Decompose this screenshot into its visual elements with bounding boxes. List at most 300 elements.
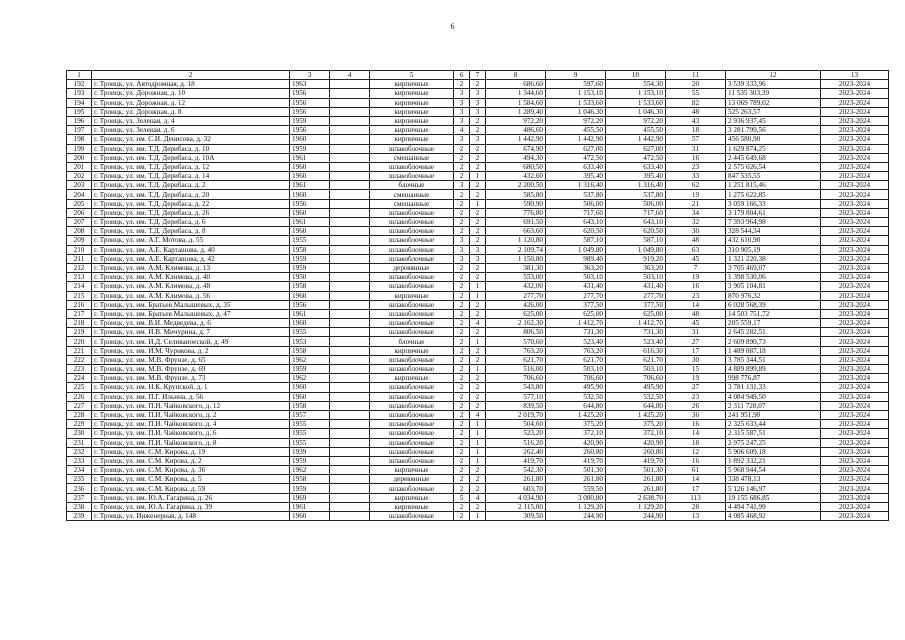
residential-area-cell: 972,20 [546,116,606,125]
table-row [67,429,889,438]
table-row [67,420,889,429]
residential-area-cell: 455,50 [546,126,606,135]
private-area-cell: 627,00 [606,144,666,153]
table-row [67,502,889,511]
private-area-cell: 643,10 [606,218,666,227]
year-built-cell: 1956 [290,98,330,107]
year-commissioned-cell [330,420,370,429]
floors-cell: 2 [454,466,470,475]
wall-material-cell: кирпичные [370,107,454,116]
total-area-cell: 570,60 [486,337,546,346]
floors-cell: 2 [454,410,470,419]
repair-period-cell: 2023-2024 [821,254,889,263]
year-commissioned-cell [330,374,370,383]
floors-cell: 2 [454,144,470,153]
floors-cell: 3 [454,116,470,125]
wall-material-cell: шлакоблочные [370,328,454,337]
wall-material-cell: блочные [370,181,454,190]
total-area-cell: 806,50 [486,328,546,337]
row-number-cell: 234 [67,466,92,475]
row-number-cell: 236 [67,484,92,493]
table-row [67,144,889,153]
repair-cost-cell: 2 645 282,51 [726,328,821,337]
total-area-cell: 553,00 [486,273,546,282]
floors-cell: 2 [454,392,470,401]
private-area-cell: 532,50 [606,392,666,401]
year-built-cell: 1960 [290,319,330,328]
wall-material-cell: шлакоблочные [370,144,454,153]
repair-cost-cell: 847 535,55 [726,172,821,181]
row-number-cell: 229 [67,420,92,429]
entrances-cell: 2 [470,401,486,410]
table-row [67,199,889,208]
total-area-cell: 516,20 [486,438,546,447]
year-commissioned-cell [330,135,370,144]
row-number-cell: 216 [67,300,92,309]
private-area-cell: 1 046,30 [606,107,666,116]
address-cell: г. Троицк, ул. Автодромная, д. 18 [92,80,290,89]
private-area-cell: 1 153,10 [606,89,666,98]
year-built-cell: 1960 [290,392,330,401]
row-number-cell: 223 [67,365,92,374]
total-area-cell: 1 344,60 [486,89,546,98]
repair-period-cell: 2023-2024 [821,410,889,419]
floors-cell: 2 [454,263,470,272]
table-row [67,98,889,107]
floors-cell: 5 [454,493,470,502]
entrances-cell: 3 [470,107,486,116]
repair-cost-cell: 6 028 568,39 [726,300,821,309]
total-area-cell: 577,10 [486,392,546,401]
address-cell: г. Троицк, ул. им. Т.Д. Дерибаса, д. 20 [92,190,290,199]
residential-area-cell: 731,30 [546,328,606,337]
residential-area-cell: 506,00 [546,199,606,208]
address-cell: г. Троицк, ул. им. С.М. Кирова, д. 2 [92,456,290,465]
entrances-cell: 2 [470,208,486,217]
address-cell: г. Троицк, ул. им. В.И. Медведева, д. 6 [92,319,290,328]
floors-cell: 2 [454,80,470,89]
wall-material-cell: шлакоблочные [370,162,454,171]
repair-period-cell: 2023-2024 [821,383,889,392]
row-number-cell: 219 [67,328,92,337]
entrances-cell: 1 [470,512,486,521]
column-header: 6 [454,71,470,80]
row-number-cell: 217 [67,309,92,318]
residents-cell: 7 [666,263,726,272]
entrances-cell: 2 [470,484,486,493]
year-commissioned-cell [330,98,370,107]
year-commissioned-cell [330,355,370,364]
entrances-cell: 2 [470,227,486,236]
year-commissioned-cell [330,190,370,199]
repair-cost-cell: 338 478,13 [726,475,821,484]
table-row [67,291,889,300]
wall-material-cell: шлакоблочные [370,383,454,392]
total-area-cell: 516,00 [486,365,546,374]
wall-material-cell: шлакоблочные [370,392,454,401]
residents-cell: 62 [666,181,726,190]
repair-period-cell: 2023-2024 [821,466,889,475]
table-body [67,71,889,521]
floors-cell: 3 [454,135,470,144]
floors-cell: 2 [454,190,470,199]
total-area-cell: 309,50 [486,512,546,521]
wall-material-cell: шлакоблочные [370,484,454,493]
private-area-cell: 633,40 [606,162,666,171]
floors-cell: 2 [454,365,470,374]
repair-period-cell: 2023-2024 [821,236,889,245]
year-commissioned-cell [330,309,370,318]
private-area-cell: 495,90 [606,383,666,392]
total-area-cell: 523,20 [486,429,546,438]
repair-period-cell: 2023-2024 [821,172,889,181]
private-area-cell: 537,80 [606,190,666,199]
residents-cell: 45 [666,254,726,263]
total-area-cell: 706,60 [486,374,546,383]
total-area-cell: 763,20 [486,346,546,355]
floors-cell: 3 [454,98,470,107]
address-cell: г. Троицк, ул. им. С.М. Кирова, д. 5 [92,475,290,484]
wall-material-cell: кирпичные [370,116,454,125]
address-cell: г. Троицк, ул. Дорожная, д. 10 [92,89,290,98]
residents-cell: 48 [666,236,726,245]
wall-material-cell: шлакоблочные [370,355,454,364]
total-area-cell: 1 120,80 [486,236,546,245]
address-cell: г. Троицк, ул. им. П.И. Чайковского, д. 6 [92,429,290,438]
address-cell: г. Троицк, ул. им. А.М. Климова, д. 13 [92,263,290,272]
residents-cell: 48 [666,107,726,116]
repair-cost-cell: 5 968 944,54 [726,466,821,475]
repair-period-cell: 2023-2024 [821,401,889,410]
repair-period-cell: 2023-2024 [821,208,889,217]
row-number-cell: 201 [67,162,92,171]
table-row [67,273,889,282]
table-row [67,447,889,456]
entrances-cell: 2 [470,309,486,318]
table-row [67,181,889,190]
private-area-cell: 261,80 [606,475,666,484]
floors-cell: 4 [454,126,470,135]
year-commissioned-cell [330,291,370,300]
address-cell: г. Троицк, ул. им. Т.Д. Дерибаса, д. 14 [92,172,290,181]
address-cell: г. Троицк, ул. им. Т.Д. Дерибаса, д. 10А [92,153,290,162]
entrances-cell: 1 [470,282,486,291]
table-row [67,227,889,236]
table-row [67,512,889,521]
column-header: 11 [666,71,726,80]
year-commissioned-cell [330,282,370,291]
repair-period-cell: 2023-2024 [821,300,889,309]
entrances-cell: 2 [470,300,486,309]
repair-period-cell: 2023-2024 [821,374,889,383]
residents-cell: 27 [666,337,726,346]
year-built-cell: 1960 [290,162,330,171]
address-cell: г. Троицк, ул. им. Н.К. Крупской, д. 1 [92,383,290,392]
row-number-cell: 214 [67,282,92,291]
entrances-cell: 2 [470,466,486,475]
row-number-cell: 218 [67,319,92,328]
residential-area-cell: 1 533,60 [546,98,606,107]
entrances-cell: 3 [470,245,486,254]
year-built-cell: 1960 [290,172,330,181]
total-area-cell: 1 289,40 [486,107,546,116]
year-built-cell: 1955 [290,328,330,337]
private-area-cell: 431,40 [606,282,666,291]
row-number-cell: 222 [67,355,92,364]
table-row [67,466,889,475]
address-cell: г. Троицк, ул. им. С.М. Кирова, д. 36 [92,466,290,475]
repair-cost-cell: 13 069 789,02 [726,98,821,107]
total-area-cell: 972,20 [486,116,546,125]
residential-area-cell: 3 080,80 [546,493,606,502]
year-commissioned-cell [330,236,370,245]
table-row [67,365,889,374]
entrances-cell: 2 [470,392,486,401]
residents-cell: 16 [666,153,726,162]
row-number-cell: 226 [67,392,92,401]
repair-cost-cell: 205 559,17 [726,319,821,328]
table-row [67,355,889,364]
residential-area-cell: 625,00 [546,309,606,318]
residential-area-cell: 375,20 [546,420,606,429]
floors-cell: 2 [454,484,470,493]
repair-period-cell: 2023-2024 [821,190,889,199]
repair-period-cell: 2023-2024 [821,218,889,227]
year-commissioned-cell [330,80,370,89]
year-commissioned-cell [330,429,370,438]
repair-period-cell: 2023-2024 [821,273,889,282]
row-number-cell: 235 [67,475,92,484]
residents-cell: 13 [666,512,726,521]
address-cell: г. Троицк, ул. им. Т.Д. Дерибаса, д. 22 [92,199,290,208]
floors-cell: 2 [454,309,470,318]
total-area-cell: 381,30 [486,263,546,272]
entrances-cell: 4 [470,319,486,328]
total-area-cell: 2 115,00 [486,502,546,511]
floors-cell: 2 [454,282,470,291]
repair-period-cell: 2023-2024 [821,162,889,171]
table-row [67,245,889,254]
entrances-cell: 2 [470,263,486,272]
total-area-cell: 1 442,90 [486,135,546,144]
wall-material-cell: шлакоблочные [370,227,454,236]
address-cell: г. Троицк, ул. им. И.М. Чурикова, д. 2 [92,346,290,355]
repair-cost-cell: 998 776,87 [726,374,821,383]
column-header: 5 [370,71,454,80]
floors-cell: 2 [454,153,470,162]
repair-period-cell: 2023-2024 [821,420,889,429]
repair-cost-cell: 19 155 686,85 [726,493,821,502]
address-cell: г. Троицк, ул. им. А.Г. Мотова, д. 55 [92,236,290,245]
private-area-cell: 717,60 [606,208,666,217]
address-cell: г. Троицк, ул. им. Ю.А. Гагарина, д. 26 [92,493,290,502]
total-area-cell: 691,50 [486,218,546,227]
year-commissioned-cell [330,300,370,309]
residential-area-cell: 1 412,70 [546,319,606,328]
entrances-cell: 2 [470,190,486,199]
residents-cell: 14 [666,429,726,438]
wall-material-cell: шлакоблочные [370,236,454,245]
residential-area-cell: 523,40 [546,337,606,346]
entrances-cell: 4 [470,493,486,502]
private-area-cell: 587,10 [606,236,666,245]
repair-period-cell: 2023-2024 [821,116,889,125]
year-commissioned-cell [330,484,370,493]
private-area-cell: 1 425,20 [606,410,666,419]
private-area-cell: 244,90 [606,512,666,521]
row-number-cell: 209 [67,236,92,245]
residents-cell: 28 [666,502,726,511]
floors-cell: 2 [454,447,470,456]
table-row [67,172,889,181]
year-commissioned-cell [330,493,370,502]
table-row [67,475,889,484]
year-built-cell: 1956 [290,126,330,135]
repair-period-cell: 2023-2024 [821,328,889,337]
row-number-cell: 224 [67,374,92,383]
row-number-cell: 210 [67,245,92,254]
year-commissioned-cell [330,328,370,337]
residential-area-cell: 643,10 [546,218,606,227]
total-area-cell: 663,60 [486,227,546,236]
year-commissioned-cell [330,263,370,272]
floors-cell: 2 [454,355,470,364]
entrances-cell: 2 [470,502,486,511]
row-number-cell: 208 [67,227,92,236]
year-commissioned-cell [330,273,370,282]
table-row [67,374,889,383]
row-number-cell: 193 [67,89,92,98]
total-area-cell: 839,50 [486,401,546,410]
table-row [67,107,889,116]
private-area-cell: 1 316,40 [606,181,666,190]
floors-cell: 3 [454,107,470,116]
row-number-cell: 227 [67,401,92,410]
wall-material-cell: шлакоблочные [370,429,454,438]
row-number-cell: 199 [67,144,92,153]
table-row [67,337,889,346]
wall-material-cell: шлакоблочные [370,456,454,465]
row-number-cell: 205 [67,199,92,208]
repair-cost-cell: 1 251 815,46 [726,181,821,190]
column-header: 4 [330,71,370,80]
residents-cell: 30 [666,227,726,236]
address-cell: г. Троицк, ул. Зеленая, д. 4 [92,116,290,125]
address-cell: г. Троицк, ул. им. П.Г. Ильина, д. 56 [92,392,290,401]
total-area-cell: 494,30 [486,153,546,162]
total-area-cell: 621,70 [486,355,546,364]
repair-cost-cell: 4 084 949,50 [726,392,821,401]
address-cell: г. Троицк, ул. им. П.И. Чайковского, д. 2 [92,410,290,419]
year-built-cell: 1956 [290,89,330,98]
address-cell: г. Троицк, ул. им. Т.Д. Дерибаса, д. 6 [92,218,290,227]
residential-area-cell: 377,50 [546,300,606,309]
address-cell: г. Троицк, ул. им. М.В. Фрунзе, д. 73 [92,374,290,383]
private-area-cell: 363,20 [606,263,666,272]
wall-material-cell: кирпичные [370,502,454,511]
residents-cell: 19 [666,190,726,199]
total-area-cell: 419,70 [486,456,546,465]
residents-cell: 18 [666,438,726,447]
floors-cell: 2 [454,420,470,429]
private-area-cell: 625,00 [606,309,666,318]
column-header: 1 [67,71,92,80]
private-area-cell: 1 049,80 [606,245,666,254]
repair-period-cell: 2023-2024 [821,291,889,300]
table-row [67,80,889,89]
total-area-cell: 686,60 [486,80,546,89]
table-row [67,392,889,401]
residents-cell: 36 [666,410,726,419]
year-built-cell: 1959 [290,484,330,493]
table-row [67,126,889,135]
address-cell: г. Троицк, ул. им. А.Е. Карташова, д. 42 [92,254,290,263]
repair-period-cell: 2023-2024 [821,153,889,162]
year-built-cell: 1960 [290,291,330,300]
total-area-cell: 542,30 [486,466,546,475]
residential-area-cell: 419,70 [546,456,606,465]
wall-material-cell: деревянные [370,475,454,484]
repair-period-cell: 2023-2024 [821,144,889,153]
residents-cell: 61 [666,466,726,475]
year-built-cell: 1961 [290,502,330,511]
residents-cell: 19 [666,273,726,282]
residential-area-cell: 277,70 [546,291,606,300]
table-row [67,456,889,465]
year-built-cell: 1960 [290,190,330,199]
table-row [67,116,889,125]
private-area-cell: 706,60 [606,374,666,383]
column-header: 13 [821,71,889,80]
wall-material-cell: кирпичные [370,89,454,98]
year-commissioned-cell [330,107,370,116]
repair-period-cell: 2023-2024 [821,199,889,208]
entrances-cell: 1 [470,337,486,346]
year-built-cell: 1960 [290,383,330,392]
residential-area-cell: 495,90 [546,383,606,392]
floors-cell: 2 [454,502,470,511]
private-area-cell: 503,10 [606,365,666,374]
row-number-cell: 192 [67,80,92,89]
row-number-cell: 194 [67,98,92,107]
repair-cost-cell: 11 535 303,39 [726,89,821,98]
floors-cell: 2 [454,401,470,410]
column-header: 7 [470,71,486,80]
private-area-cell: 731,30 [606,328,666,337]
year-commissioned-cell [330,447,370,456]
entrances-cell: 2 [470,328,486,337]
row-number-cell: 195 [67,107,92,116]
residential-area-cell: 1 316,40 [546,181,606,190]
year-built-cell: 1959 [290,116,330,125]
entrances-cell: 1 [470,447,486,456]
table-row [67,346,889,355]
year-commissioned-cell [330,475,370,484]
year-commissioned-cell [330,126,370,135]
year-built-cell: 1939 [290,447,330,456]
residents-cell: 16 [666,420,726,429]
repair-cost-cell: 2 575 026,54 [726,162,821,171]
private-area-cell: 1 129,20 [606,502,666,511]
year-built-cell: 1959 [290,254,330,263]
table-row [67,162,889,171]
year-built-cell: 1958 [290,282,330,291]
year-built-cell: 1958 [290,401,330,410]
wall-material-cell: шлакоблочные [370,245,454,254]
year-built-cell: 1958 [290,245,330,254]
residential-area-cell: 1 129,20 [546,502,606,511]
address-cell: г. Троицк, ул. им. Т.Д. Дерибаса, д. 12 [92,162,290,171]
